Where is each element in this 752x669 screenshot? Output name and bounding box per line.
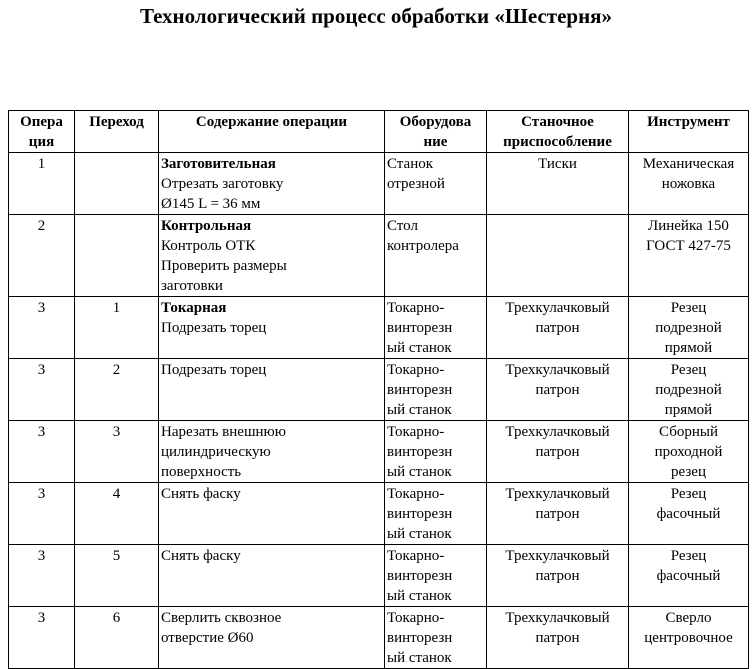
cell-operation: 3 <box>9 421 75 483</box>
header-operation <box>9 111 75 153</box>
tool-line: подрезной <box>655 320 722 336</box>
equipment-line: Токарно- <box>387 610 445 626</box>
equipment-line: Станок <box>387 156 434 172</box>
cell-tool <box>629 215 749 297</box>
equipment-line: ый станок <box>387 650 452 666</box>
tool-line: центровочное <box>644 630 733 646</box>
table-row <box>9 421 749 483</box>
equipment-line: ый станок <box>387 588 452 604</box>
content-line: поверхность <box>161 464 242 480</box>
cell-equipment <box>385 483 487 545</box>
cell-transition <box>75 215 159 297</box>
table-row <box>9 545 749 607</box>
document-title: Технологический процесс обработки «Шестерня» <box>139 4 613 28</box>
table-row <box>9 297 749 359</box>
fixture-line: патрон <box>535 320 580 336</box>
table-row <box>9 153 749 215</box>
equipment-line: ый станок <box>387 464 452 480</box>
cell-content <box>159 545 385 607</box>
content-line: Проверить размеры <box>161 258 287 274</box>
cell-content <box>159 359 385 421</box>
cell-tool <box>629 421 749 483</box>
cell-transition: 2 <box>75 359 159 421</box>
header-equipment <box>385 111 487 153</box>
equipment-line: Токарно- <box>387 548 445 564</box>
equipment-line: винторезн <box>387 320 453 336</box>
content-line: Контроль ОТК <box>161 238 256 254</box>
content-line: Подрезать торец <box>161 362 267 378</box>
tool-line: ножовка <box>661 176 716 192</box>
fixture-line: патрон <box>535 568 580 584</box>
cell-tool <box>629 545 749 607</box>
tool-line: фасочный <box>656 506 721 522</box>
equipment-line: Токарно- <box>387 486 445 502</box>
equipment-line: винторезн <box>387 506 453 522</box>
fixture-line: Трехкулачковый <box>505 610 610 626</box>
cell-fixture <box>487 215 629 297</box>
tool-line: подрезной <box>655 382 722 398</box>
cell-transition: 6 <box>75 607 159 669</box>
content-line: Снять фаску <box>161 548 241 564</box>
tool-line: прямой <box>664 340 713 356</box>
table-row <box>9 607 749 669</box>
content-line: Нарезать внешнюю <box>161 424 286 440</box>
tool-line: Резец <box>670 548 707 564</box>
tool-line: Резец <box>670 362 707 378</box>
cell-operation: 3 <box>9 483 75 545</box>
cell-transition: 4 <box>75 483 159 545</box>
content-line: Отрезать заготовку <box>161 176 284 192</box>
cell-tool <box>629 297 749 359</box>
cell-tool <box>629 483 749 545</box>
cell-content <box>159 153 385 215</box>
equipment-line: ый станок <box>387 340 452 356</box>
cell-content <box>159 483 385 545</box>
cell-fixture <box>487 421 629 483</box>
tool-line: Резец <box>670 486 707 502</box>
cell-operation: 2 <box>9 215 75 297</box>
header-text-line: ние <box>423 134 448 150</box>
equipment-line: контролера <box>387 238 459 254</box>
cell-operation: 3 <box>9 607 75 669</box>
equipment-line: отрезной <box>387 176 445 192</box>
equipment-line: винторезн <box>387 630 453 646</box>
cell-equipment <box>385 215 487 297</box>
content-line: Подрезать торец <box>161 320 267 336</box>
header-text-line: Переход <box>89 114 144 130</box>
cell-equipment <box>385 359 487 421</box>
equipment-line: винторезн <box>387 382 453 398</box>
header-text-line: Содержание операции <box>195 114 348 130</box>
cell-content <box>159 215 385 297</box>
tool-line: Механическая <box>642 156 735 172</box>
cell-fixture <box>487 359 629 421</box>
header-content <box>159 111 385 153</box>
equipment-line: Токарно- <box>387 362 445 378</box>
equipment-line: Стол <box>387 218 418 234</box>
equipment-line: Токарно- <box>387 300 445 316</box>
fixture-line: Тиски <box>538 156 577 172</box>
cell-operation: 3 <box>9 297 75 359</box>
cell-fixture <box>487 607 629 669</box>
header-fixture <box>487 111 629 153</box>
equipment-line: винторезн <box>387 568 453 584</box>
equipment-line: винторезн <box>387 444 453 460</box>
cell-equipment <box>385 297 487 359</box>
cell-equipment <box>385 153 487 215</box>
fixture-line: Трехкулачковый <box>505 548 610 564</box>
cell-transition: 1 <box>75 297 159 359</box>
content-line: Снять фаску <box>161 486 241 502</box>
cell-equipment <box>385 421 487 483</box>
cell-content <box>159 607 385 669</box>
tool-line: Резец <box>670 300 707 316</box>
cell-content <box>159 421 385 483</box>
equipment-line: ый станок <box>387 402 452 418</box>
cell-tool <box>629 153 749 215</box>
header-text-line: Инструмент <box>647 114 730 130</box>
header-text-line: Оборудова <box>399 114 472 130</box>
cell-fixture <box>487 153 629 215</box>
operation-title: Заготовительная <box>161 156 276 172</box>
header-text-line: Опера <box>20 114 63 130</box>
fixture-line: патрон <box>535 382 580 398</box>
operation-title: Контрольная <box>161 218 252 234</box>
header-row <box>9 111 749 153</box>
content-line: Ø145 L = 36 мм <box>161 196 261 212</box>
header-text-line: ция <box>28 134 55 150</box>
header-text-line: Станочное <box>521 114 594 130</box>
fixture-line: Трехкулачковый <box>505 362 610 378</box>
content-line: Сверлить сквозное <box>161 610 282 626</box>
tool-line: Сборный <box>659 424 718 440</box>
content-line: цилиндрическую <box>161 444 271 460</box>
equipment-line: Токарно- <box>387 424 445 440</box>
cell-fixture <box>487 483 629 545</box>
fixture-line: Трехкулачковый <box>505 424 610 440</box>
fixture-line: Трехкулачковый <box>505 300 610 316</box>
fixture-line: патрон <box>535 506 580 522</box>
cell-operation: 3 <box>9 359 75 421</box>
cell-transition: 5 <box>75 545 159 607</box>
fixture-line: Трехкулачковый <box>505 486 610 502</box>
cell-transition <box>75 153 159 215</box>
header-text-line: приспособление <box>503 134 612 150</box>
cell-operation: 1 <box>9 153 75 215</box>
cell-content <box>159 297 385 359</box>
cell-transition: 3 <box>75 421 159 483</box>
content-line: отверстие Ø60 <box>161 630 254 646</box>
tool-line: Линейка 150 <box>648 218 729 234</box>
cell-tool <box>629 607 749 669</box>
tool-line: ГОСТ 427-75 <box>646 238 731 254</box>
table-row <box>9 483 749 545</box>
tool-line: резец <box>671 464 706 480</box>
cell-equipment <box>385 545 487 607</box>
operation-title: Токарная <box>161 300 227 316</box>
equipment-line: ый станок <box>387 526 452 542</box>
cell-tool <box>629 359 749 421</box>
tool-line: прямой <box>664 402 713 418</box>
table-row <box>9 359 749 421</box>
cell-operation: 3 <box>9 545 75 607</box>
cell-fixture <box>487 545 629 607</box>
header-transition <box>75 111 159 153</box>
fixture-line: патрон <box>535 630 580 646</box>
header-tool <box>629 111 749 153</box>
cell-equipment <box>385 607 487 669</box>
cell-fixture <box>487 297 629 359</box>
fixture-line: патрон <box>535 444 580 460</box>
content-line: заготовки <box>161 278 223 294</box>
table-row <box>9 215 749 297</box>
tool-line: Сверло <box>665 610 712 626</box>
process-table <box>8 110 749 669</box>
tool-line: проходной <box>654 444 723 460</box>
tool-line: фасочный <box>656 568 721 584</box>
